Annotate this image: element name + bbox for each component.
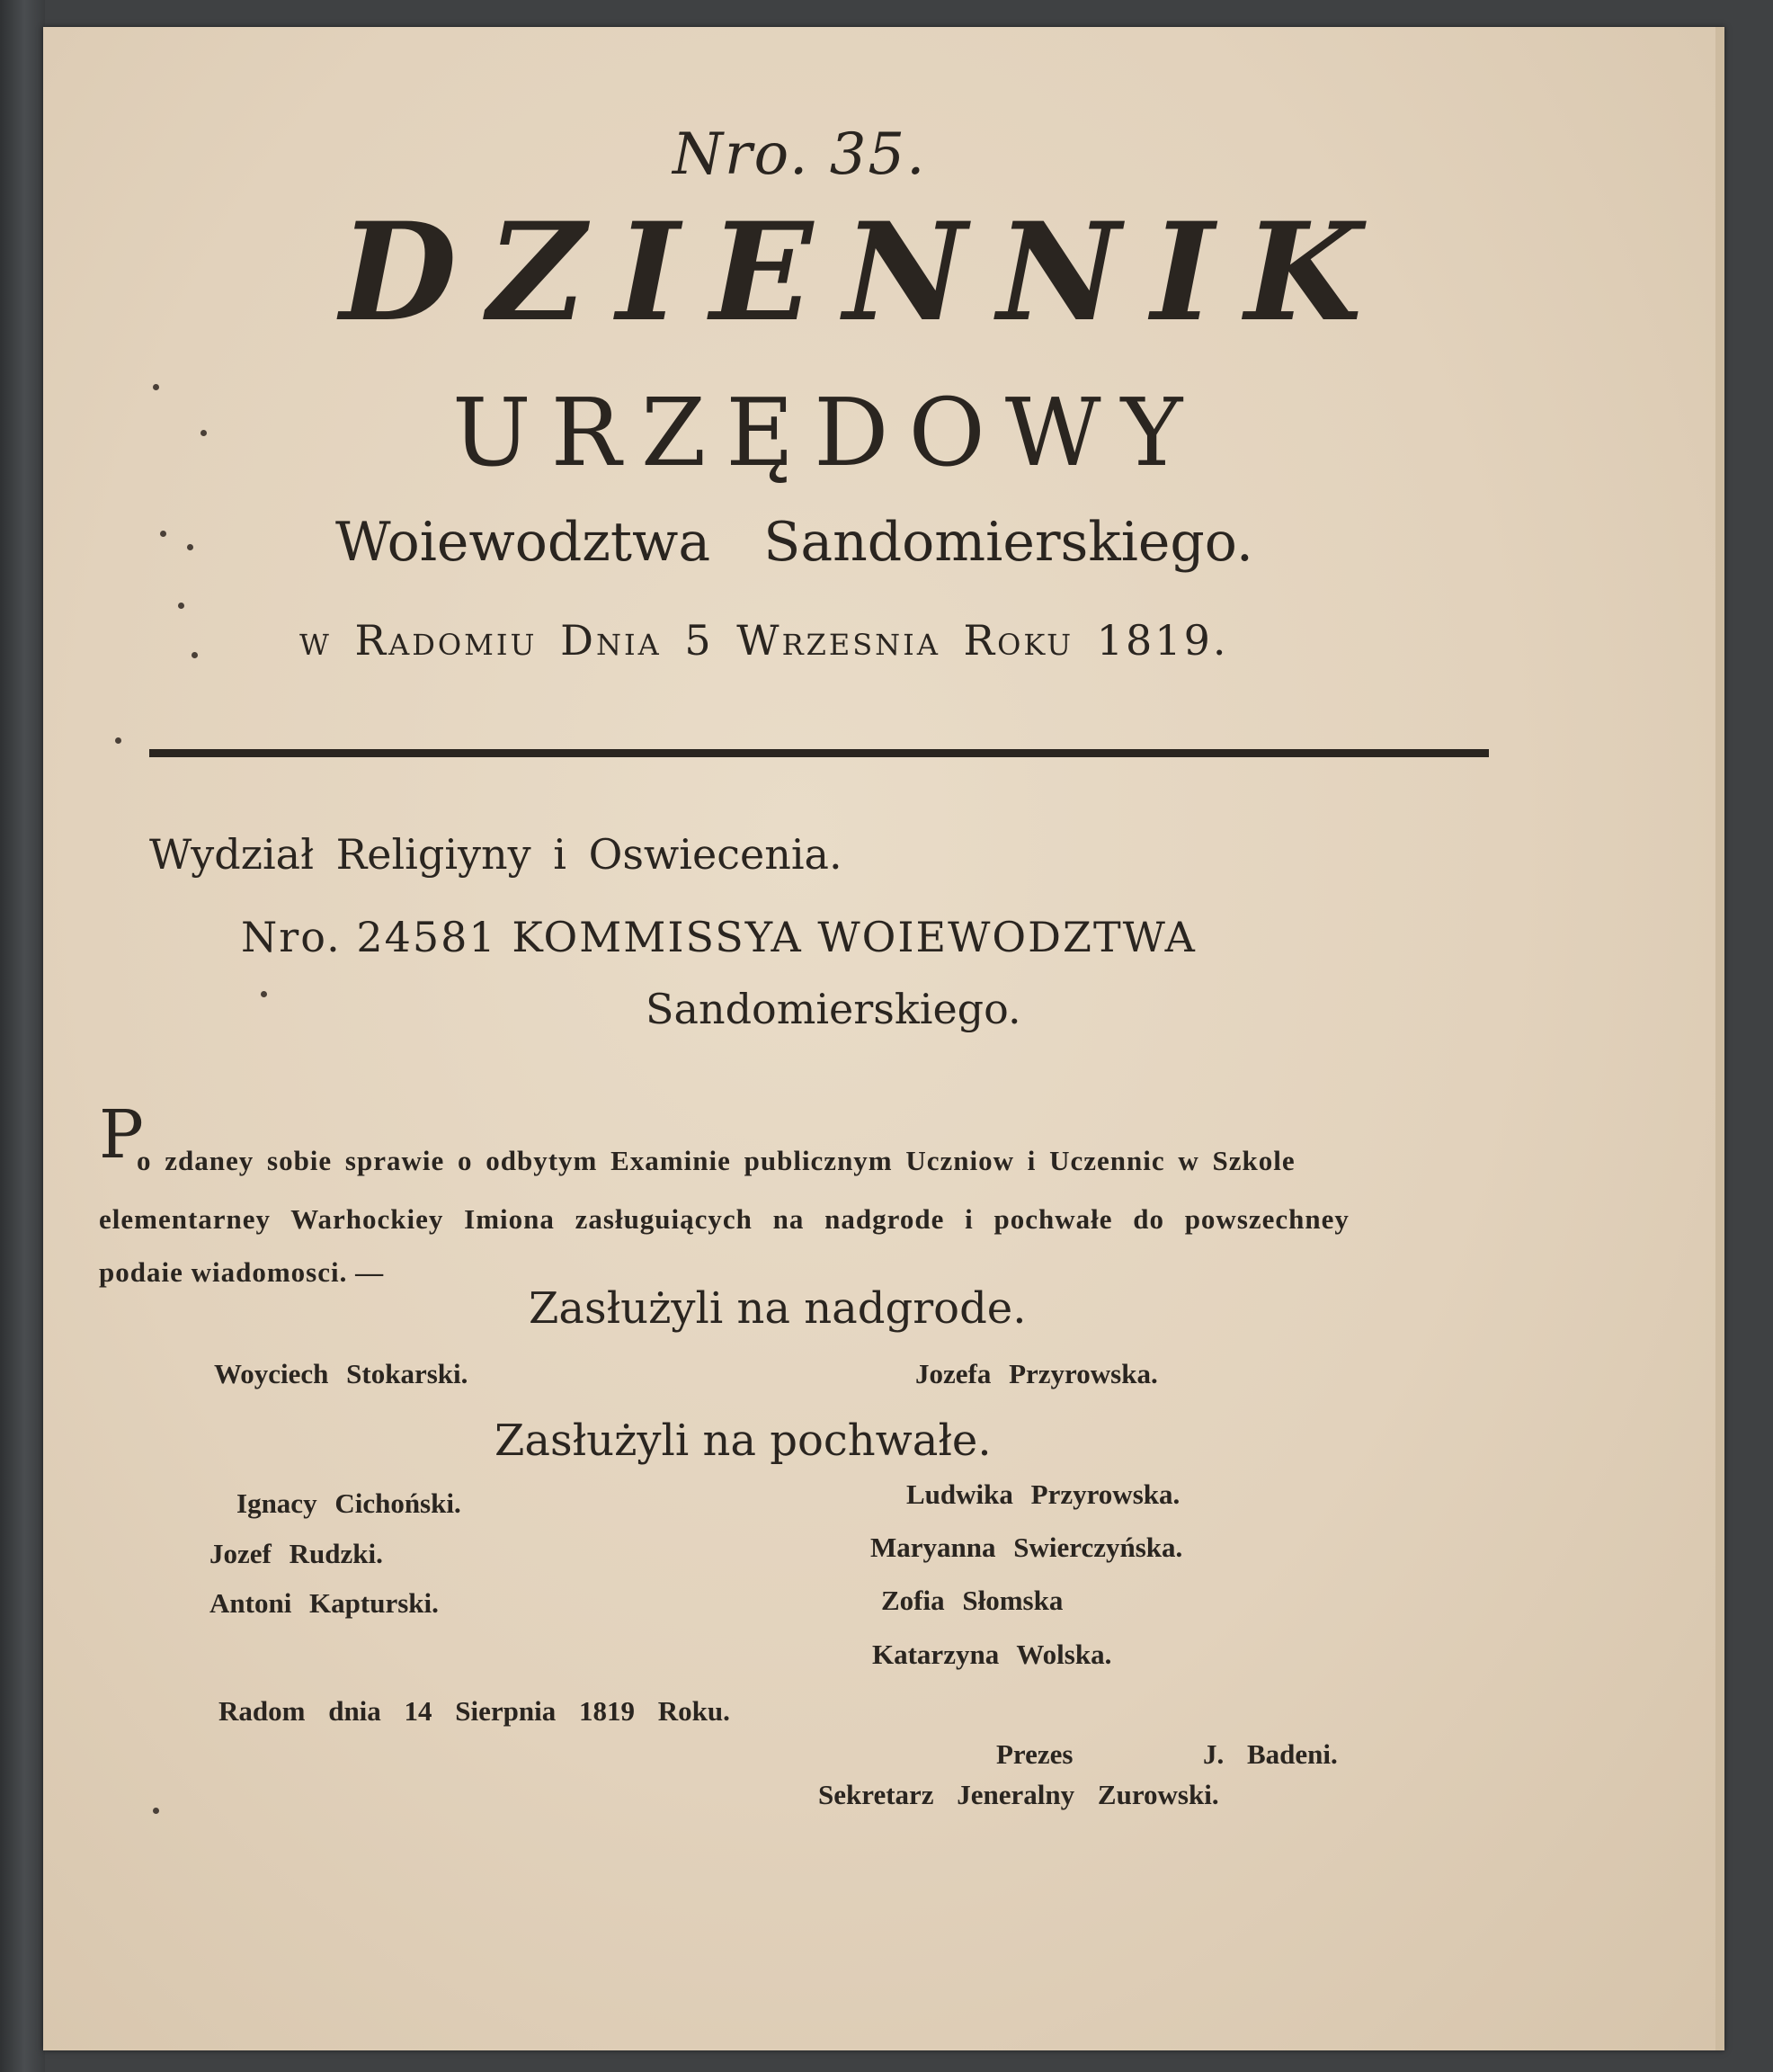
ink-speck bbox=[200, 430, 207, 436]
place-date: Radom dnia 14 Sierpnia 1819 Roku. bbox=[218, 1695, 730, 1727]
title-dziennik: DZIENNIK bbox=[340, 193, 1393, 352]
body-line-3: podaie wiadomosci. — bbox=[99, 1256, 385, 1288]
award-name-1: Woyciech Stokarski. bbox=[214, 1358, 468, 1389]
title-urzedowy: URZĘDOWY bbox=[452, 378, 1203, 487]
ink-speck bbox=[178, 603, 184, 609]
commission-subheading: Sandomierskiego. bbox=[646, 985, 1021, 1033]
body-line-2: elementarney Warhockiey Imiona zasługuiących na nadgrode i pochwałe do powszechney bbox=[99, 1203, 1350, 1235]
dateline: w Radomiu Dnia 5 Wrzesnia Roku 1819. bbox=[299, 616, 1229, 665]
book-binding bbox=[0, 0, 45, 2072]
ink-speck bbox=[153, 1808, 159, 1814]
body-line-1: o zdaney sobie sprawie o odbytym Examinie publicznym Uczniow i Uczennic w Szkole bbox=[137, 1145, 1296, 1176]
award-name-2: Jozefa Przyrowska. bbox=[915, 1358, 1158, 1389]
secretary-signature: Sekretarz Jeneralny Zurowski. bbox=[818, 1779, 1219, 1810]
ink-speck bbox=[261, 991, 267, 997]
praise-left-3: Antoni Kapturski. bbox=[209, 1587, 439, 1619]
praise-left-2: Jozef Rudzki. bbox=[209, 1538, 383, 1569]
president-title: Prezes bbox=[996, 1738, 1074, 1770]
commission-heading: Nro. 24581 KOMMISSYA WOIEWODZTWA bbox=[241, 913, 1197, 961]
ink-speck bbox=[187, 544, 193, 550]
ink-speck bbox=[160, 531, 166, 537]
praise-left-1: Ignacy Cichoński. bbox=[236, 1487, 461, 1519]
praise-right-1: Ludwika Przyrowska. bbox=[906, 1478, 1181, 1510]
praise-right-3: Zofia Słomska bbox=[881, 1585, 1064, 1616]
ink-speck bbox=[115, 737, 121, 744]
header-rule bbox=[149, 749, 1489, 757]
issue-number: Nro. 35. bbox=[673, 121, 927, 188]
praise-right-4: Katarzyna Wolska. bbox=[872, 1639, 1112, 1670]
praise-heading: Zasłużyli na pochwałe. bbox=[494, 1416, 992, 1466]
ink-speck bbox=[192, 652, 198, 658]
praise-right-2: Maryanna Swierczyńska. bbox=[870, 1532, 1183, 1563]
ink-speck bbox=[153, 384, 159, 390]
drop-cap: P bbox=[99, 1096, 144, 1174]
document-page bbox=[43, 27, 1724, 2050]
department-heading: Wydział Religiyny i Oswiecenia. bbox=[149, 830, 842, 879]
title-voivodeship: Woiewodztwa Sandomierskiego. bbox=[335, 511, 1253, 574]
president-name: J. Badeni. bbox=[1203, 1738, 1338, 1770]
awards-heading: Zasłużyli na nadgrode. bbox=[529, 1283, 1027, 1334]
